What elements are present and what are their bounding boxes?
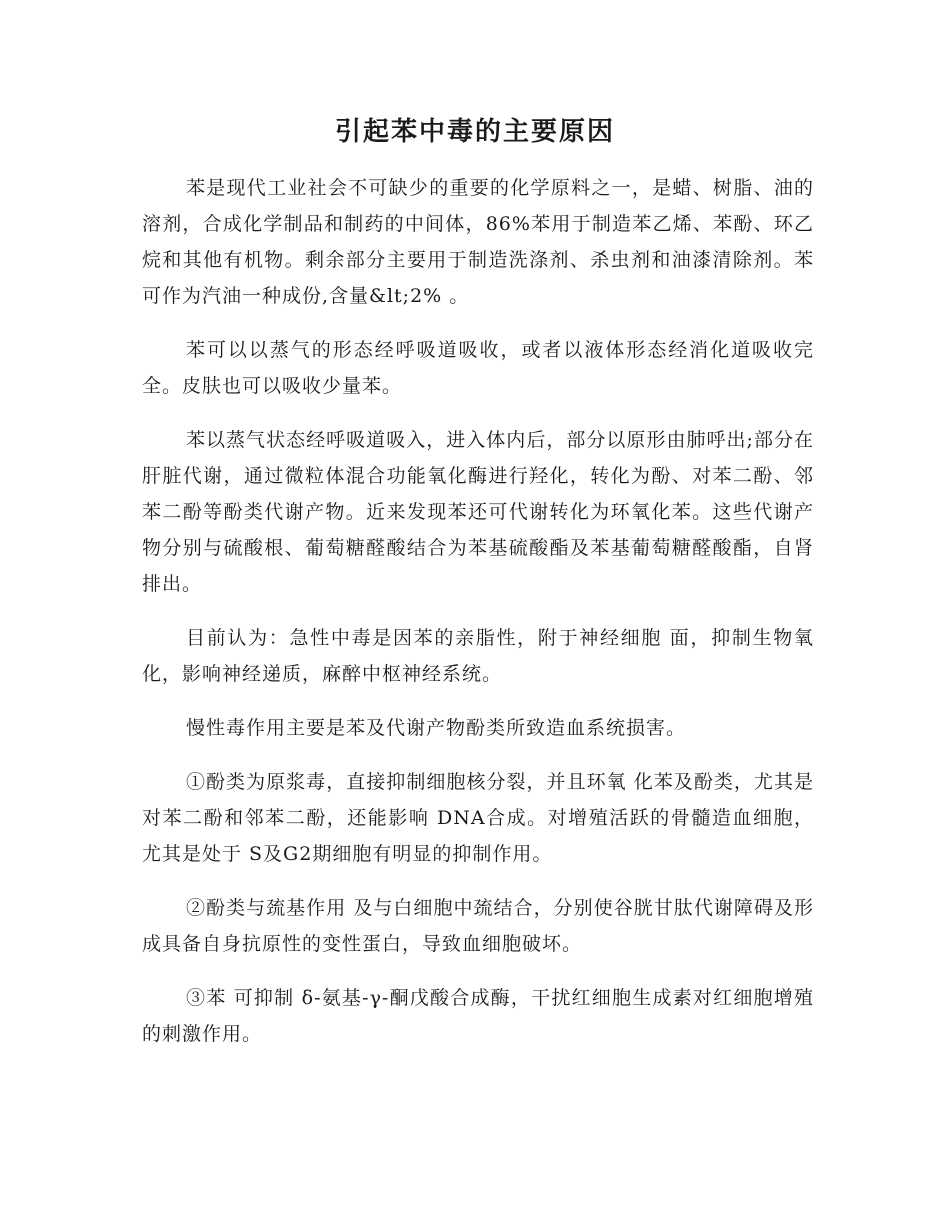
document-body bbox=[142, 170, 814, 1070]
paragraph-point-1: ①酚类为原浆毒，直接抑制细胞核分裂，并且环氧 化苯及酚类，尤其是对苯二酚和邻苯二酚，还能影响 DNA合成。对增殖活跃的骨髓造血细胞，尤其是处于 S及G2期细胞有明显的抑制作用。 bbox=[142, 771, 814, 865]
paragraph-chronic-toxicity: 慢性毒作用主要是苯及代谢产物酚类所致造血系统损害。 bbox=[186, 717, 687, 739]
paragraph-intro: 苯是现代工业社会不可缺少的重要的化学原料之一，是蜡、树脂、油的溶剂，合成化学制品和制药的中间体，86%苯用于制造苯乙烯、苯酚、环乙烷和其他有机物。剩余部分主要用于制造洗涤剂、杀虫剂和油漆清除剂。苯可作为汽油一种成份,含量&lt;2% 。 bbox=[142, 177, 814, 307]
paragraph-metabolism: 苯以蒸气状态经呼吸道吸入，进入体内后，部分以原形由肺呼出;部分在肝脏代谢，通过微粒体混合功能氧化酶进行羟化，转化为酚、对苯二酚、邻苯二酚等酚类代谢产物。近来发现苯还可代谢转化为环氧化苯。这些代谢产物分别与硫酸根、葡萄糖醛酸结合为苯基硫酸酯及苯基葡萄糖醛酸酯，自肾排出。 bbox=[142, 429, 814, 595]
document-title: 引起苯中毒的主要原因 bbox=[334, 117, 615, 147]
paragraph-point-2: ②酚类与巯基作用 及与白细胞中巯结合，分别使谷胱甘肽代谢障碍及形 成具备自身抗原性的变性蛋白，导致血细胞破坏。 bbox=[142, 897, 814, 955]
paragraph-absorption: 苯可以以蒸气的形态经呼吸道吸收，或者以液体形态经消化道吸收完全。皮肤也可以吸收少量苯。 bbox=[142, 339, 814, 397]
paragraph-acute-poisoning: 目前认为：急性中毒是因苯的亲脂性，附于神经细胞 面，抑制生物氧化，影响神经递质，麻醉中枢神经系统。 bbox=[142, 627, 814, 685]
paragraph-point-3: ③苯 可抑制 δ-氨基-γ-酮戊酸合成酶，干扰红细胞生成素对红细胞增殖的刺激作用。 bbox=[142, 987, 814, 1045]
